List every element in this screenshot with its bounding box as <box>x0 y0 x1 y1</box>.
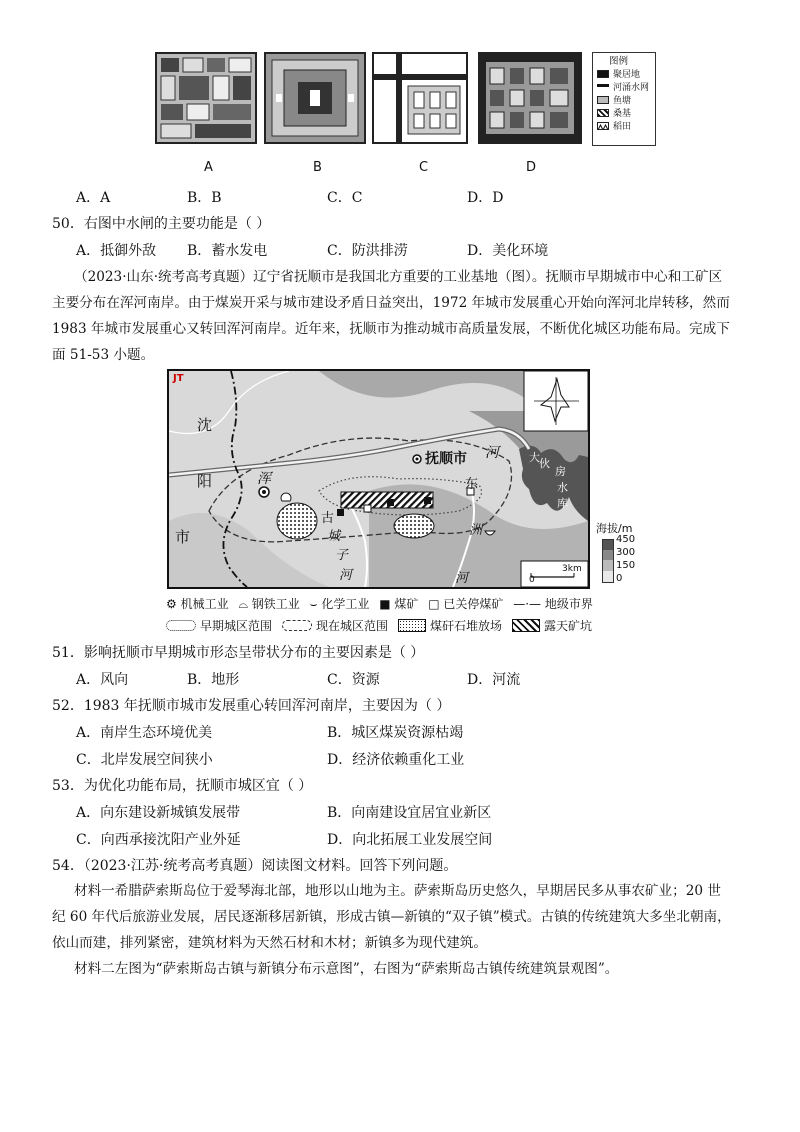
q50-option-a: A．抵御外敌 <box>76 243 157 259</box>
fushun-map: JT 沈 阳 市 抚顺市 浑 河 东 洲 河 古 城 子 河 大 伙 房 水 库 0 3km <box>167 369 590 589</box>
fishpond-swatch <box>597 96 609 104</box>
scale-end: 3km <box>562 564 582 574</box>
elev-150: 150 <box>616 560 636 571</box>
m1-line-3: 依山而建，排列紧密，建筑材料为天然石材和木材；新镇多为现代建筑。 <box>52 935 487 951</box>
label-zhou: 洲 <box>469 523 483 538</box>
gangue-legend-icon <box>398 619 426 632</box>
legend-item-fishpond: 鱼塘 <box>597 93 655 106</box>
panel-label-b: B <box>313 160 322 175</box>
label-hun-he: 河 <box>485 445 499 461</box>
q52-option-c: C．北岸发展空间狭小 <box>76 752 213 768</box>
m1-line-2: 纪 60 年代后旅游业发展，居民逐渐移居新镇，形成古镇—新镇的“双子镇”模式。古镇的传统建筑大多坐北朝南， <box>52 909 731 925</box>
elevation-title: 海拔/m <box>596 522 633 535</box>
q53-option-b: B．向南建设宜居宜业新区 <box>327 805 492 821</box>
label-dongzhou-he: 河 <box>455 571 469 586</box>
settlement-swatch <box>597 70 609 78</box>
q52-stem: 52．1983 年抚顺市城市发展重心转回浑河南岸，主要因为（ ） <box>52 698 451 714</box>
q54-material-1 <box>52 878 752 956</box>
q51-option-c: C．资源 <box>327 672 380 688</box>
q49-option-d: D．D <box>467 190 504 206</box>
label-cheng: 城 <box>327 529 341 544</box>
intro-line-4: 面 51-53 小题。 <box>52 347 155 363</box>
coal-mine-3 <box>424 497 431 504</box>
legend-item-settlement: 聚居地 <box>597 67 655 80</box>
gangue-pile-east <box>394 514 434 538</box>
label-yang: 阳 <box>197 472 213 490</box>
coal-mine-2 <box>387 499 394 506</box>
q51-option-b: B．地形 <box>187 672 240 688</box>
label-guchengzi-he: 河 <box>339 568 353 583</box>
elevation-ramp <box>602 539 614 583</box>
q53-stem: 53．为优化功能布局，抚顺市城区宜（ ） <box>52 778 313 794</box>
map-legend-row-1: ⚙ 机械工业 ⌓ 钢铁工业 ⌣ 化学工业 ■ 煤矿 □ 已关停煤矿 —·— 地级市界 <box>166 597 593 611</box>
m1-line-1: 材料一希腊萨索斯岛位于爱琴海北部，地形以山地为主。萨索斯岛历史悠久，早期居民多从事农矿业；20 世 <box>74 883 721 899</box>
q50-option-d: D．美化环境 <box>467 243 549 259</box>
q52-option-d: D．经济依赖重化工业 <box>327 752 465 768</box>
q54-stem: 54．（2023·江苏·统考高考真题）阅读图文材料。回答下列问题。 <box>52 858 458 874</box>
map-corner-mark: JT <box>173 373 184 384</box>
gangue-pile-west <box>277 503 317 539</box>
q51-option-d: D．河流 <box>467 672 521 688</box>
steel-industry-icon <box>281 493 291 501</box>
q49-option-c: C．C <box>327 190 363 206</box>
q51-stem: 51．影响抚顺市早期城市形态呈带状分布的主要因素是（ ） <box>52 645 425 661</box>
q50-option-b: B．蓄水发电 <box>187 243 268 259</box>
steel-legend-icon: ⌓ <box>238 597 248 611</box>
q52-option-a: A．南岸生态环境优美 <box>76 725 213 741</box>
panel-label-a: A <box>204 160 213 175</box>
intro-line-1: （2023·山东·统考高考真题）辽宁省抚顺市是我国北方重要的工业基地（图）。抚顺市早期城市中心和工矿区 <box>74 269 723 285</box>
elev-300: 300 <box>616 547 636 558</box>
q51-option-a: A．风向 <box>76 672 129 688</box>
closed-mine-1 <box>364 505 371 512</box>
legend-item-waterway: 河涌水网 <box>597 80 655 93</box>
label-fushun-city: 抚顺市 <box>425 451 467 467</box>
panel-label-c: C <box>419 160 429 175</box>
boundary-legend-icon: —·— <box>513 597 542 611</box>
intro-51-53 <box>52 264 752 368</box>
map-canvas <box>169 371 588 587</box>
elev-0: 0 <box>616 573 623 584</box>
panel-d-pattern <box>480 54 580 142</box>
q53-option-a: A．向东建设新城镇发展带 <box>76 805 241 821</box>
q54-material-2: 材料二左图为“萨索斯岛古镇与新镇分布示意图”，右图为“萨索斯岛古镇传统建筑景观图”。 <box>74 961 619 977</box>
label-shen: 沈 <box>197 416 213 434</box>
machinery-legend-icon: ⚙ <box>166 597 177 611</box>
intro-line-3: 1983 年城市发展重心又转回浑河南岸。近年来，抚顺市为推动城市高质量发展，不断优化城区功能布局。完成下 <box>52 321 730 337</box>
q52-option-b: B．城区煤炭资源枯竭 <box>327 725 464 741</box>
coal-mine-legend-icon: ■ <box>379 597 391 611</box>
q50-stem: 50．右图中水闸的主要功能是（ ） <box>52 216 271 232</box>
map-legend-row-2: 早期城区范围 现在城区范围 煤矸石堆放场 露天矿坑 <box>166 617 592 634</box>
label-dong: 东 <box>465 477 479 492</box>
open-pit-legend-icon <box>512 619 540 632</box>
panel-b-pattern <box>266 54 364 142</box>
label-zi: 子 <box>335 548 349 563</box>
intro-line-2: 主要分布在浑河南岸。由于煤炭开采与城市建设矛盾日益突出，1972 年城市发展重心开始向浑河北岸转移，然而 <box>52 295 730 311</box>
fig1-legend-title: 图例 <box>609 56 629 67</box>
panel-a-pattern <box>157 54 255 142</box>
scale-start: 0 <box>529 575 535 585</box>
closed-mine-legend-icon: □ <box>428 597 440 611</box>
current-range-legend-icon <box>282 620 312 631</box>
q49-option-b: B．B <box>187 190 222 206</box>
chemical-legend-icon: ⌣ <box>309 597 318 611</box>
panel-c <box>372 52 468 144</box>
label-shi: 市 <box>175 528 191 546</box>
legend-item-paddy: 稻田 <box>597 119 655 132</box>
label-gu: 古 <box>321 511 335 526</box>
coal-mine-1 <box>337 509 344 516</box>
elev-450: 450 <box>616 534 636 545</box>
early-range-legend-icon <box>166 620 196 631</box>
waterway-swatch <box>597 84 609 90</box>
mulberry-swatch <box>597 109 609 117</box>
panel-a <box>155 52 257 144</box>
panel-label-d: D <box>526 160 537 175</box>
q49-option-a: A．A <box>76 190 111 206</box>
paddy-swatch <box>597 122 609 130</box>
panel-c-pattern <box>374 54 466 142</box>
q53-option-c: C．向西承接沈阳产业外延 <box>76 832 241 848</box>
legend-item-mulberry: 桑基 <box>597 106 655 119</box>
panel-d <box>478 52 582 144</box>
label-hun: 浑 <box>257 471 271 487</box>
fig1-legend <box>592 52 656 146</box>
panel-b <box>264 52 366 144</box>
q50-option-c: C．防洪排涝 <box>327 243 408 259</box>
q53-option-d: D．向北拓展工业发展空间 <box>327 832 493 848</box>
